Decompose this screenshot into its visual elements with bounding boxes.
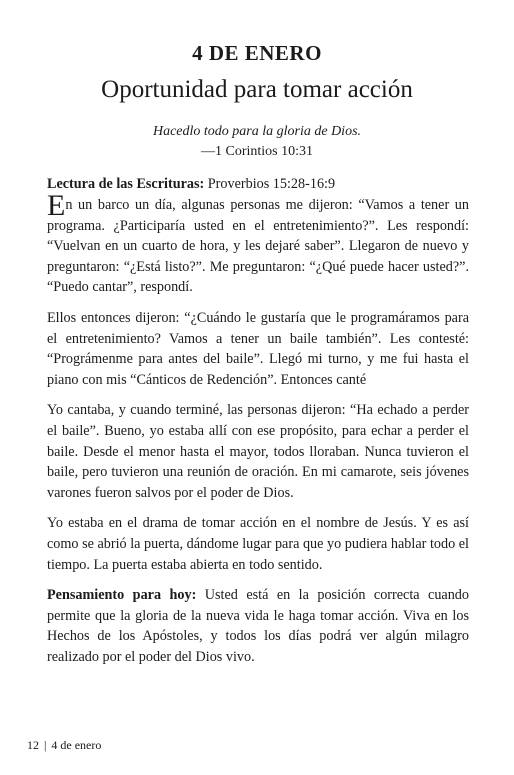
paragraph-1-text: n un barco un día, algunas personas me dijeron: “Vamos a tener un programa. ¿Participaría usted en el entretenimiento?”. Les respondí: “Vuelvan en un cuarto de hora, y les dejaré saber”. Llegaron de nuevo y preguntaron: “¿Está listo?”. Me preguntaron: “¿Qué puede hacer usted?”. “Puedo cantar”, respondí. xyxy=(47,196,469,296)
scripture-reading-text: Proverbios 15:28-16:9 xyxy=(204,176,336,192)
paragraph-2: Ellos entonces dijeron: “¿Cuándo le gustaría que le programáramos para el entretenimiento? Vamos a tener un baile también”. Les contesté: “Prográmenme para antes del baile”. Llegó mi turno, y me fui hasta el piano con mis “Cánticos de Redención”. Entonces canté xyxy=(47,309,469,388)
paragraph-4: Yo estaba en el drama de tomar acción en el nombre de Jesús. Y es así como se abrió la puerta, dándome lugar para que yo pudiera hablar todo el tiempo. La puerta estaba abierta en todo sentido. xyxy=(47,515,469,573)
thought-label: Pensamiento para hoy: xyxy=(47,587,197,604)
date-heading: 4 DE ENERO xyxy=(192,41,322,65)
paragraph-3: Yo cantaba, y cuando terminé, las personas dijeron: “Ha echado a perder el baile”. Bueno, yo estaba allí con ese propósito, para echar a perder el baile. Desde el menor hasta el mayor, todos lloraban. Nunca tuvieron el baile, pero tuvieron una reunión de oración. En mi camarote, seis jóvenes varones fueron salvos por el poder de Dios. xyxy=(47,402,469,501)
footer-separator: | xyxy=(44,738,47,752)
scripture-reading-label: Lectura de las Escrituras: xyxy=(47,176,205,192)
scripture-reading xyxy=(47,174,469,195)
thought-text: Usted está en la posición correcta cuando permite que la gloria de la nueva vida le haga tomar acción. Viva en los Hechos de los Apóstoles, y todos los días podrá ver algún milagro realizado por el poder del Dios vivo. xyxy=(47,587,469,665)
running-head: 4 de enero xyxy=(51,738,102,752)
page-number: 12 xyxy=(27,738,39,752)
epigraph-quote: Hacedlo todo para la gloria de Dios. xyxy=(152,124,362,139)
page-title: Oportunidad para tomar acción xyxy=(101,76,413,103)
epigraph xyxy=(0,122,514,162)
paragraph-1 xyxy=(47,188,469,298)
devotional-body xyxy=(47,174,469,677)
thought-for-today xyxy=(47,585,469,667)
epigraph-reference: —1 Corintios 10:31 xyxy=(200,144,313,159)
page-footer xyxy=(27,738,101,753)
drop-cap: E xyxy=(47,188,66,222)
